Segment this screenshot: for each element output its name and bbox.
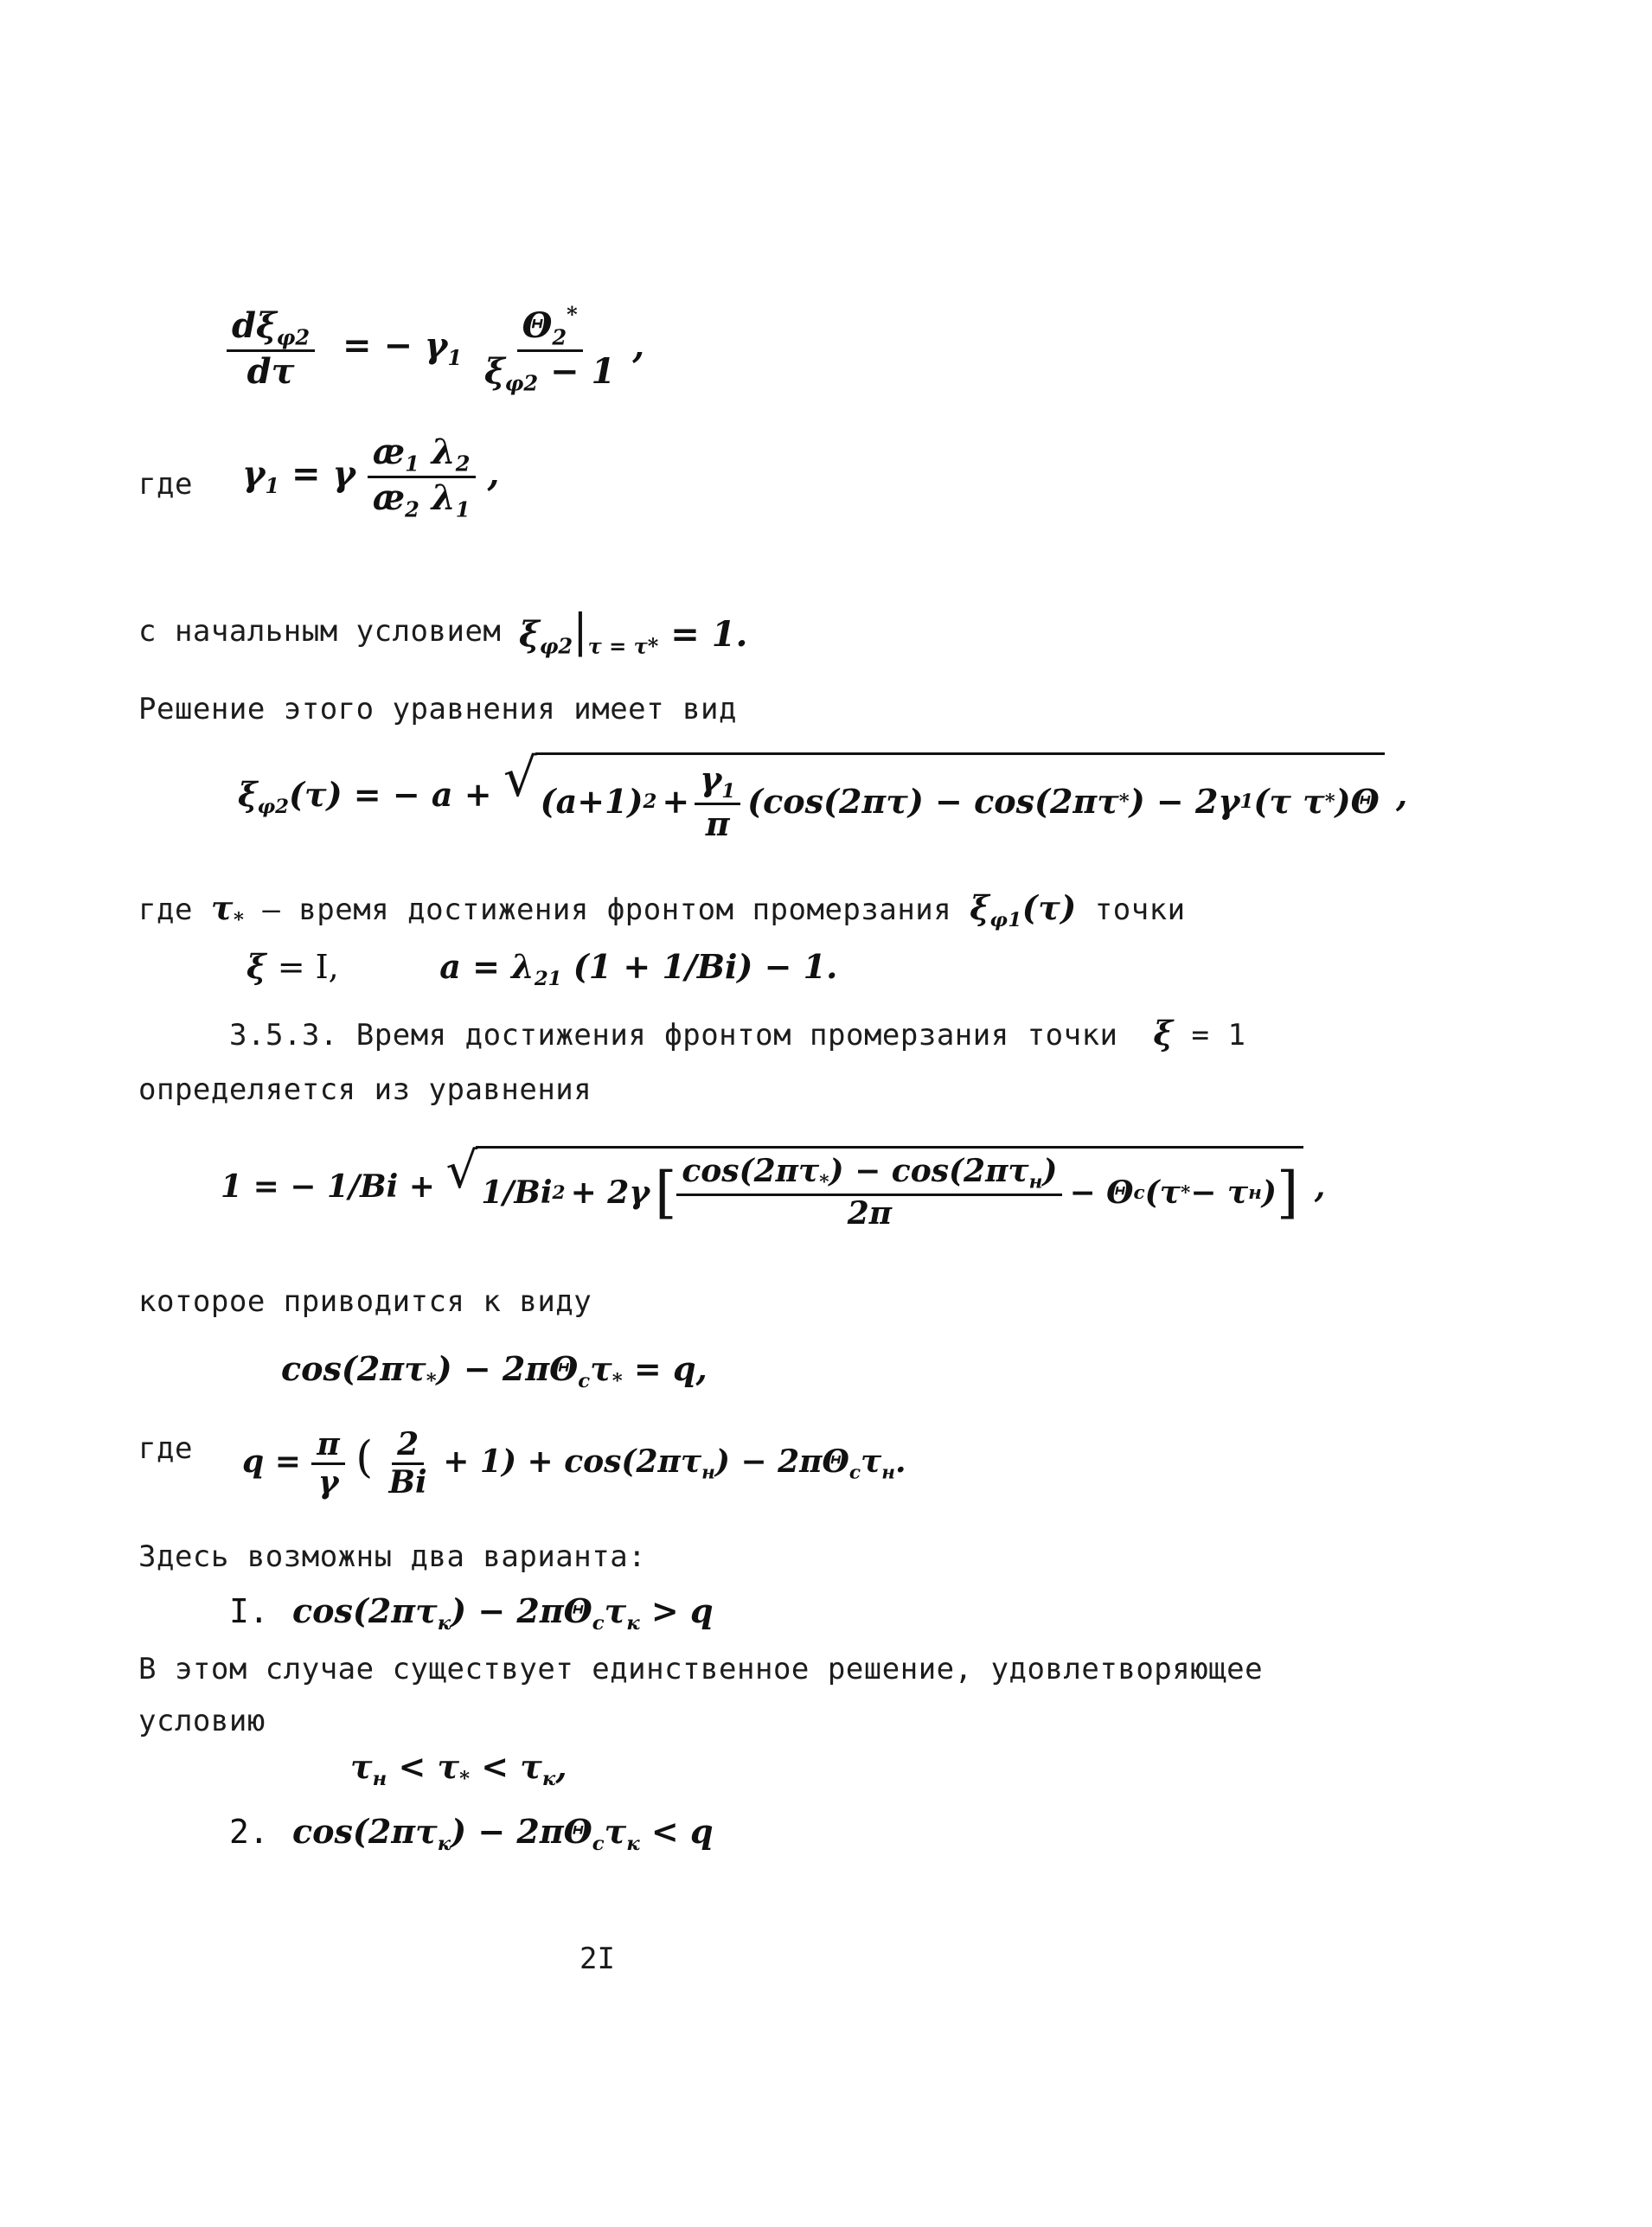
eq6-a: cos(2πτ — [281, 1349, 426, 1388]
eq7-tail3: τ — [861, 1443, 882, 1480]
eq8-c: < τ — [481, 1747, 542, 1786]
eq2-den-b: λ — [431, 477, 456, 518]
eq3-tail: (cos(2πτ) − cos(2πτ — [747, 782, 1119, 822]
eq4-a-tail: (1 + 1/Bi) − 1. — [573, 947, 838, 986]
eq7-f2-num: 2 — [392, 1427, 424, 1465]
eq2-den-a: æ — [372, 477, 406, 518]
eq3-tail2-sub: 1 — [1239, 790, 1254, 813]
eq5-tail: − Θ — [1069, 1174, 1134, 1212]
eq7-f1-num: π — [311, 1427, 344, 1465]
eq7-fraction-2 — [384, 1427, 432, 1501]
eq7-tail2: ) − 2πΘ — [714, 1443, 849, 1480]
para353-sym: ξ — [1153, 1014, 1174, 1053]
eq7-tail2-sub: c — [848, 1462, 861, 1484]
text-two-variants: Здесь возможны два варианта: — [138, 1539, 647, 1574]
eq1-rhs-num: Θ — [522, 305, 553, 346]
eq3-tail2: ) − 2γ — [1129, 782, 1240, 822]
text-gde-3: где — [138, 1431, 193, 1466]
case2-d: < q — [650, 1812, 714, 1851]
eq8-c-sub: к — [541, 1767, 556, 1790]
eq6-a-sub: * — [426, 1369, 437, 1392]
text-reduced-form: которое приводится к виду — [138, 1284, 592, 1319]
eq6-c-sub: * — [611, 1369, 623, 1392]
equation-8 — [350, 1747, 567, 1790]
eq3-tail4: )Θ — [1335, 782, 1380, 822]
eq5-r1-sup: 2 — [552, 1181, 566, 1204]
text-gde-1: где — [138, 467, 193, 502]
eq2-num-a-sub: 1 — [405, 451, 419, 477]
eq7-f2-den: Bi — [388, 1464, 427, 1501]
equation-2 — [242, 432, 499, 522]
text-case1-line1: В этом случае существует единственное решение, удовлетворяющее — [138, 1652, 1264, 1686]
eq7-tail: + 1) + cos(2πτ — [443, 1443, 702, 1480]
text-para-353-line2: определяется из уравнения — [138, 1072, 592, 1107]
eq8-d: , — [555, 1747, 567, 1786]
eq2-den-a-sub: 2 — [405, 496, 419, 522]
case1-c: τ — [604, 1591, 627, 1630]
eq6-c: τ — [590, 1349, 612, 1388]
eq2-trail: , — [487, 453, 500, 495]
eq1-rhs-den: ξ — [483, 350, 505, 392]
equation-1 — [227, 303, 644, 395]
eq7-tail-sub: н — [701, 1462, 715, 1484]
eq4-xi: ξ — [247, 947, 266, 986]
eq5-num-mid: ) − cos(2πτ — [829, 1153, 1029, 1189]
eq7-paren-open: ( — [355, 1430, 373, 1482]
gde2-sym: $\tau_*$ — [210, 888, 245, 931]
text-case1-line2: условию — [138, 1704, 266, 1738]
eq3-lhs-arg: (τ) = − a + — [289, 774, 492, 814]
case2-b: ) − 2πΘ — [451, 1812, 592, 1851]
eq5-num: cos(2πτ — [682, 1153, 820, 1189]
eq6-b: ) − 2πΘ — [436, 1349, 579, 1388]
eq2-num-a: æ — [372, 432, 406, 472]
eqi-xi: ξ — [519, 614, 540, 655]
eq5-tail3-sub: н — [1248, 1181, 1262, 1204]
case2-b-sub: c — [592, 1832, 605, 1855]
eq6-b-sub: c — [578, 1369, 591, 1392]
eq7-q: q = — [242, 1443, 301, 1480]
equation-5 — [221, 1142, 1326, 1232]
eq3-plus: + — [662, 782, 690, 822]
para353-a: 3.5.3. Время достижения фронтом промерзания точки — [229, 1018, 1118, 1053]
gde2-sym2: $\xi_{\varphi 1}(\tau)$ — [970, 888, 1077, 931]
eq3-sqrt — [503, 748, 1385, 844]
eq7-f1-den: γ — [317, 1464, 339, 1501]
equation-4 — [247, 947, 837, 990]
para353-val: = 1 — [1191, 1018, 1246, 1053]
eq5-tail4: ) — [1261, 1174, 1277, 1212]
case2-c-sub: к — [626, 1832, 640, 1855]
eq8-b-sub: * — [459, 1767, 470, 1790]
eq3-tail-sub: * — [1118, 790, 1130, 813]
eq3-fr-den: π — [705, 804, 730, 844]
page-number: 2I — [579, 1942, 615, 1976]
eq3-fraction — [695, 760, 740, 843]
eq2-num-b: λ — [431, 432, 456, 472]
eq4-xi-val: = I, — [277, 948, 339, 986]
eq1-rhs-den-sub: φ2 — [504, 370, 539, 396]
case-1 — [229, 1591, 714, 1635]
eq1-lhs-den: dτ — [247, 350, 295, 392]
case2-a-sub: к — [437, 1832, 451, 1855]
gde2-b: – время достижения фронтом промерзания — [262, 893, 952, 927]
eq2-eq: = γ — [291, 453, 355, 495]
text-gde-2 — [138, 888, 1186, 938]
eq3-r1-sup: 2 — [643, 790, 657, 813]
eq5-r2: + 2γ — [570, 1174, 650, 1212]
eq1-lhs-fraction — [227, 306, 315, 392]
eq2-fraction — [368, 432, 476, 522]
eq5-tail2: (τ — [1144, 1174, 1181, 1212]
eqi-xi-sub: φ2 — [539, 633, 573, 659]
case1-a: cos(2πτ — [292, 1591, 438, 1630]
eq5-fraction — [676, 1154, 1062, 1232]
case1-b-sub: c — [592, 1611, 605, 1635]
equation-initial: $\xi_{\varphi 2}|_{\tau = \tau*} = 1$. — [519, 605, 748, 659]
eq3-tail3-sub: * — [1324, 790, 1335, 813]
eqi-val: = 1. — [670, 614, 748, 655]
eq1-rhs-num-sub: 2 — [552, 324, 567, 350]
eq1-trail: , — [632, 325, 645, 367]
eq3-fr-num-sub: 1 — [721, 779, 736, 803]
eq5-tail-sub: c — [1133, 1181, 1145, 1204]
eq1-lhs-num: dξ — [232, 305, 277, 346]
eq5-num-end: ) — [1042, 1153, 1058, 1189]
eq1-rhs-num-sup: * — [567, 302, 578, 327]
eq5-tail2-sub: * — [1180, 1181, 1191, 1204]
eq6-d: = q, — [633, 1349, 708, 1388]
eq5-r1: 1/Bi — [481, 1174, 553, 1212]
case1-b: ) − 2πΘ — [451, 1591, 592, 1630]
case2-label: 2. — [229, 1813, 269, 1851]
eq8-a-sub: н — [372, 1767, 387, 1790]
case1-c-sub: к — [626, 1611, 640, 1635]
eq7-trail: . — [895, 1443, 906, 1480]
equation-3 — [238, 748, 1408, 844]
gde2-c: точки — [1094, 893, 1186, 927]
eq1-lhs-num-sub: φ2 — [276, 324, 311, 350]
gde2-a: где — [138, 893, 193, 927]
eq8-b: < τ — [398, 1747, 460, 1786]
case1-label: I. — [229, 1592, 269, 1630]
case-2 — [229, 1812, 714, 1855]
eq8-a: τ — [350, 1747, 373, 1786]
eq3-tail3: (τ τ — [1253, 782, 1325, 822]
eq3-fr-num: γ — [700, 759, 722, 798]
eq5-num-sub2: н — [1028, 1171, 1043, 1193]
case1-d: > q — [650, 1591, 714, 1630]
equation-6 — [281, 1349, 708, 1392]
eqi-cond: τ = τ* — [587, 633, 659, 659]
eq3-r1: (a+1) — [540, 782, 644, 822]
case2-c: τ — [604, 1812, 627, 1851]
text-solution-form: Решение этого уравнения имеет вид — [138, 692, 738, 726]
eq5-sqrt: √ 1/Bi 2 + 2γ [ $\frac{\cos(2\pi\tau_*) - \cos(2\pi\tau_н)}{2\pi}$ − Θ c (τ * − τ н ) ] — [446, 1146, 1304, 1232]
eq1-mid: = − γ — [343, 325, 448, 367]
eq5-trail: , — [1314, 1168, 1326, 1205]
eq3-lhs: ξ — [238, 774, 258, 814]
eq1-rhs-den-tail: − 1 — [550, 350, 616, 392]
eq1-mid-sub: 1 — [447, 344, 463, 370]
eq1-rhs-fraction — [479, 303, 620, 395]
eq4-a-sub: 21 — [534, 967, 562, 990]
text-para-353-line1 — [229, 1016, 1245, 1053]
eq5-tail3: − τ — [1190, 1174, 1249, 1212]
eq3-trail: , — [1396, 774, 1408, 814]
eq2-num-b-sub: 2 — [455, 451, 471, 477]
eq4-a: a = λ — [439, 947, 535, 986]
case2-a: cos(2πτ — [292, 1812, 438, 1851]
eq5-den: 2π — [847, 1195, 893, 1232]
eq7-fraction-1 — [311, 1427, 344, 1501]
eq7-tail3-sub: н — [881, 1462, 895, 1484]
equation-7 — [242, 1427, 906, 1501]
radical-sign: √ — [503, 748, 537, 809]
eq5-num-sub: * — [819, 1171, 829, 1193]
case1-a-sub: к — [437, 1611, 451, 1635]
eq2-lhs: γ — [242, 453, 266, 495]
text-initial-condition: с начальным условием — [138, 614, 502, 649]
radical-sign-2: √ — [445, 1142, 478, 1200]
eq2-lhs-sub: 1 — [265, 472, 280, 498]
eq2-den-b-sub: 1 — [455, 496, 471, 522]
eq3-lhs-sub: φ2 — [257, 795, 290, 818]
eq5-lhs: 1 = − 1/Bi + — [221, 1168, 435, 1205]
